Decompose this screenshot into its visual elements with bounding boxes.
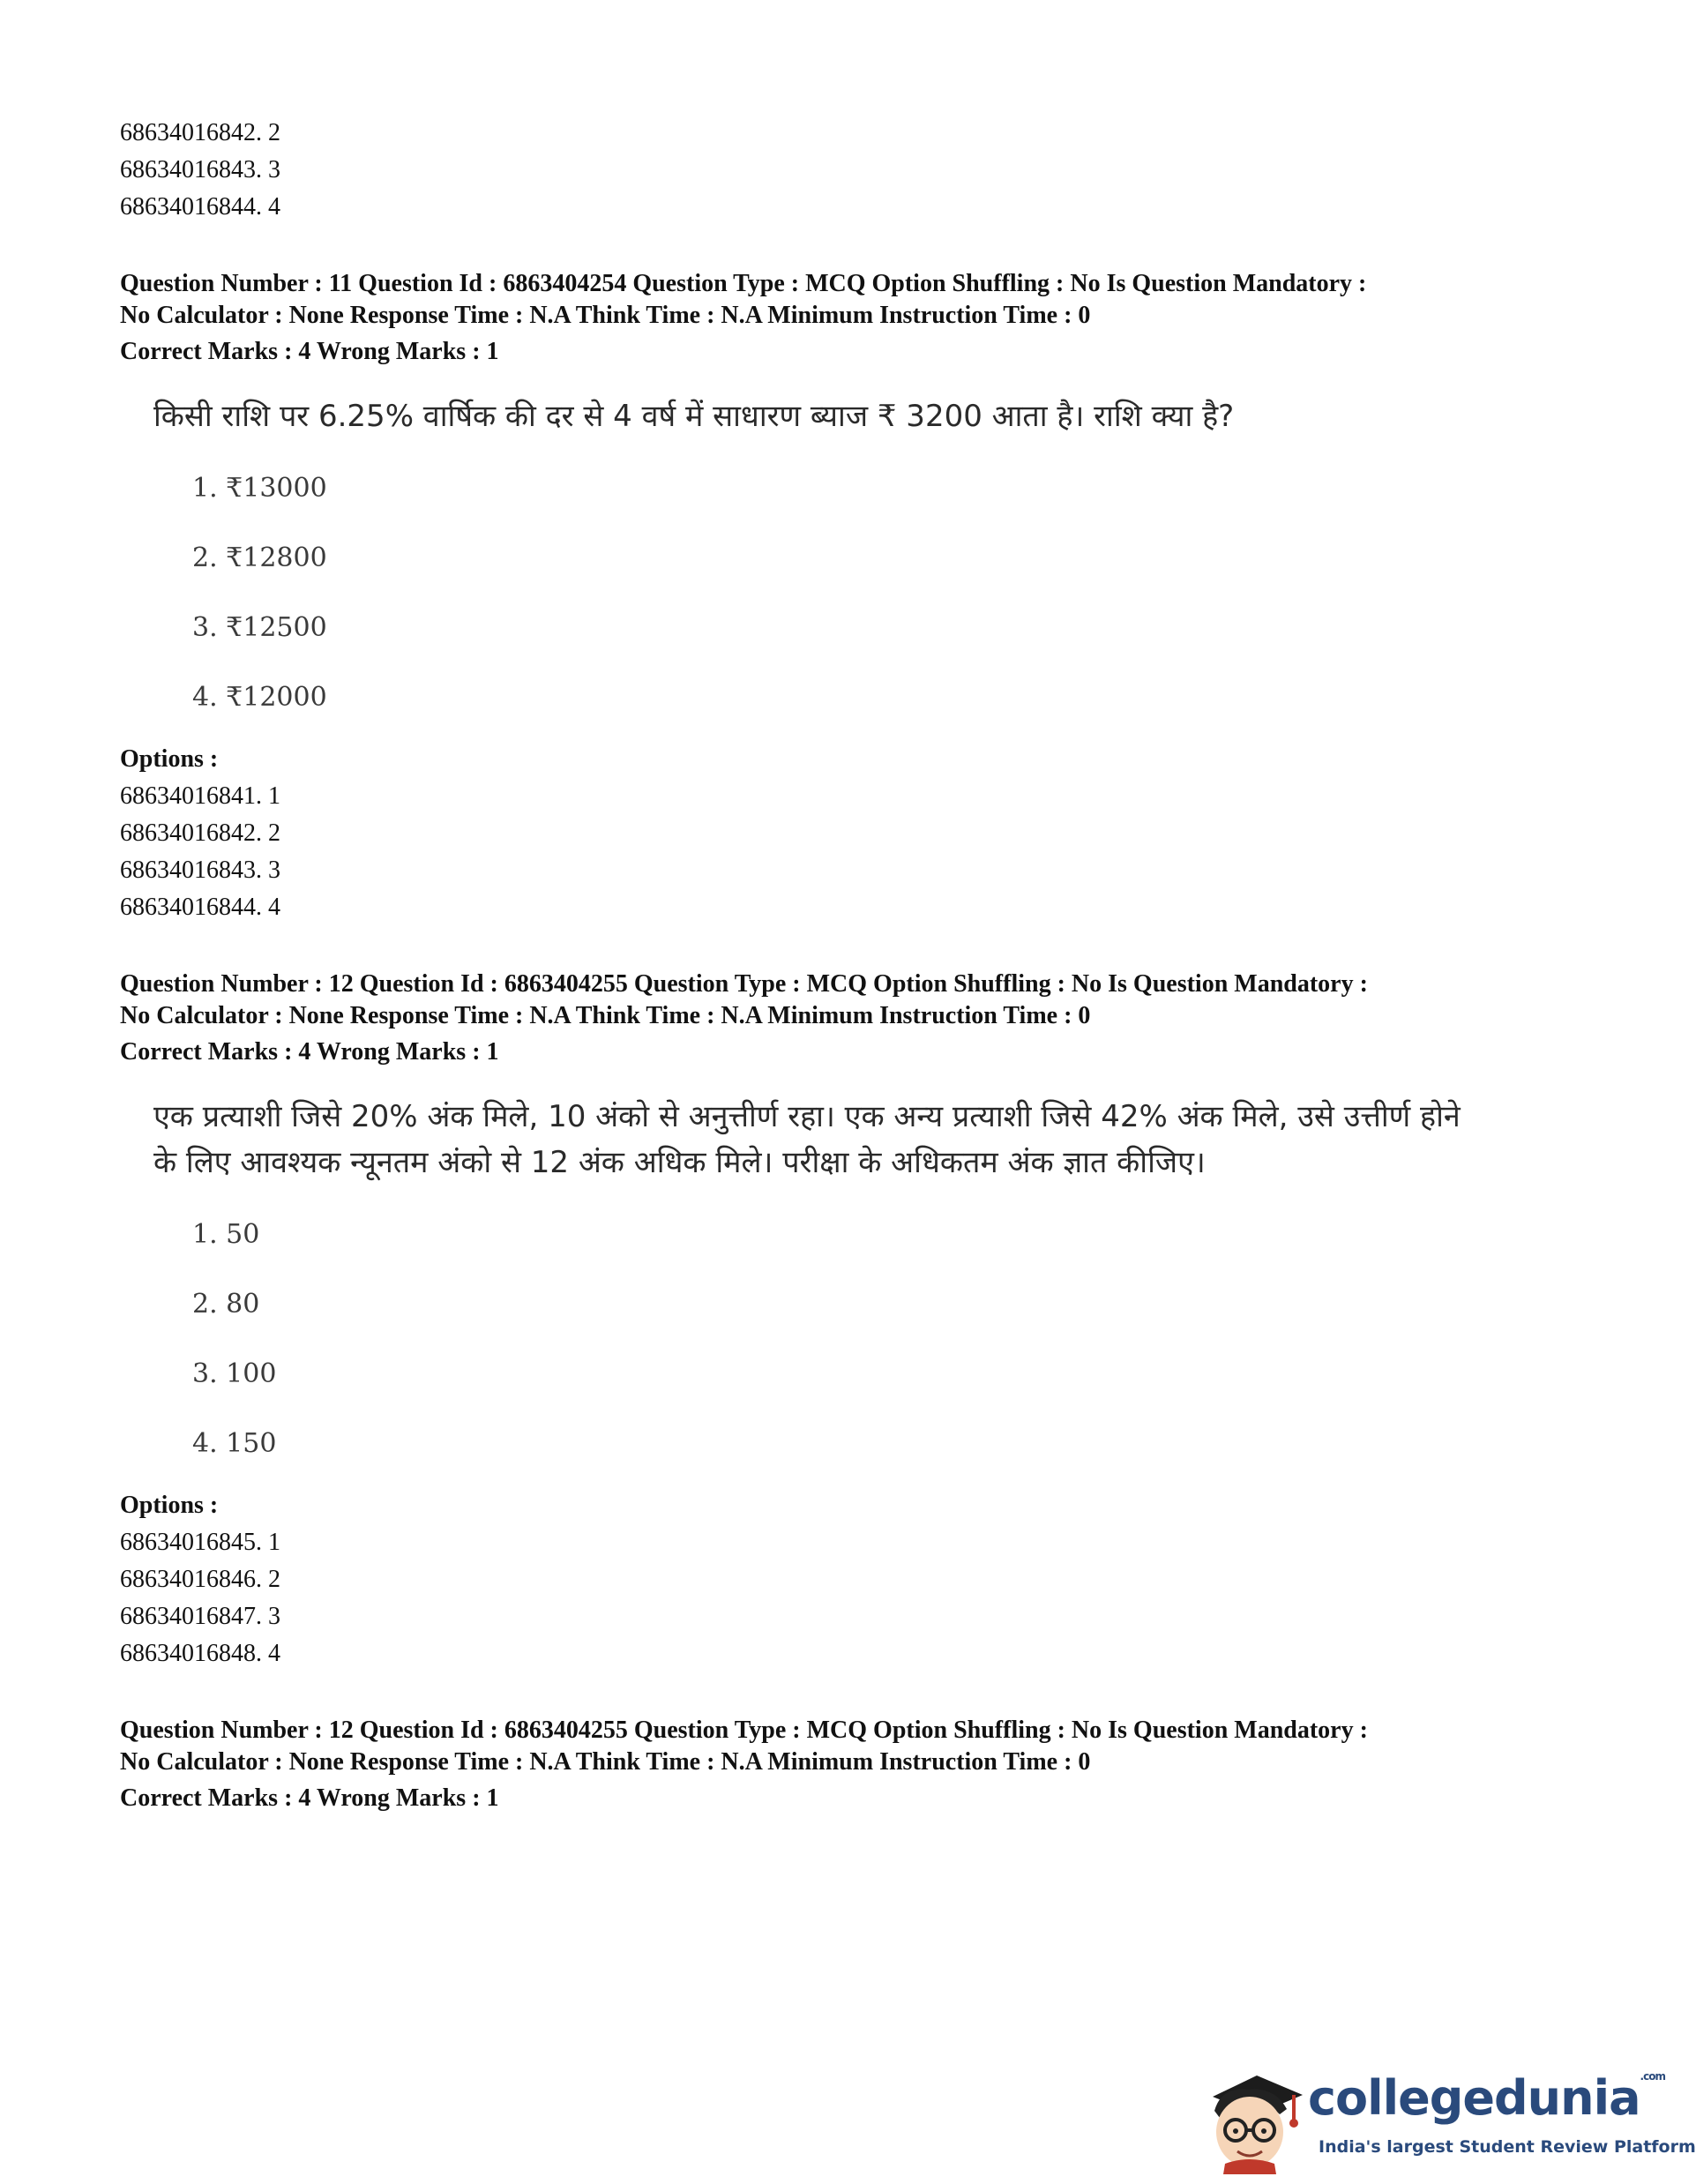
question-text: किसी राशि पर 6.25% वार्षिक की दर से 4 वर्ष में साधारण ब्याज ₹ 3200 आता है। राशि क्या है? — [153, 399, 1235, 434]
answer-choice: 3. 100 — [192, 1358, 277, 1389]
option-line: 68634016846. 2 — [120, 1566, 280, 1593]
question-marks: Correct Marks : 4 Wrong Marks : 1 — [120, 338, 499, 365]
answer-choices — [120, 457, 1513, 736]
option-line: 68634016848. 4 — [120, 1640, 280, 1667]
question-text: एक प्रत्याशी जिसे 20% अंक मिले, 10 अंको से अनुत्तीर्ण रहा। एक अन्य प्रत्याशी जिसे 42% अंक मिले, उसे उत्तीर्ण होने के लिए आवश्यक न्यूनतम अंको से 12 अंक अधिक मिले। परीक्षा के अधिकतम अंक ज्ञात कीजिए। — [153, 1099, 1461, 1180]
option-line: 68634016845. 1 — [120, 1529, 280, 1556]
answer-choice: 4. ₹12000 — [192, 682, 327, 713]
mascot-icon — [1195, 2060, 1310, 2174]
answer-choice: 2. 80 — [192, 1289, 260, 1320]
answer-choices — [120, 1203, 1513, 1482]
answer-choice: 4. 150 — [192, 1428, 277, 1459]
option-line: 68634016843. 3 — [120, 156, 280, 183]
options-heading: Options : — [120, 1492, 219, 1519]
previous-options — [120, 115, 1513, 226]
logo-wordmark: collegedunia$^{.com}$ — [1308, 2070, 1665, 2126]
question-marks: Correct Marks : 4 Wrong Marks : 1 — [120, 1784, 499, 1812]
answer-choice: 1. ₹13000 — [192, 473, 327, 504]
question-block-12 — [120, 969, 1513, 1672]
question-meta: No Calculator : None Response Time : N.A Think Time : N.A Minimum Instruction Time : 0 — [120, 1002, 1091, 1029]
options-heading: Options : — [120, 745, 219, 773]
question-block-11 — [120, 268, 1513, 926]
option-line: 68634016843. 3 — [120, 856, 280, 884]
logo-tagline: India's largest Student Review Platform — [1319, 2137, 1696, 2157]
question-meta: No Calculator : None Response Time : N.A Think Time : N.A Minimum Instruction Time : 0 — [120, 302, 1091, 329]
question-meta: Question Number : 11 Question Id : 6863404254 Question Type : MCQ Option Shuffling : No Is Question Mandatory : — [120, 270, 1367, 297]
question-block-trailing — [120, 1715, 1513, 1817]
answer-choice: 2. ₹12800 — [192, 542, 327, 573]
option-line: 68634016842. 2 — [120, 819, 280, 847]
answer-choice: 3. ₹12500 — [192, 612, 327, 643]
option-line: 68634016844. 4 — [120, 894, 280, 921]
question-meta: No Calculator : None Response Time : N.A Think Time : N.A Minimum Instruction Time : 0 — [120, 1748, 1091, 1776]
document-page — [120, 115, 1513, 1817]
option-line: 68634016847. 3 — [120, 1603, 280, 1630]
question-marks: Correct Marks : 4 Wrong Marks : 1 — [120, 1038, 499, 1066]
question-meta: Question Number : 12 Question Id : 6863404255 Question Type : MCQ Option Shuffling : No Is Question Mandatory : — [120, 1717, 1368, 1744]
answer-choice: 1. 50 — [192, 1219, 260, 1250]
option-line: 68634016841. 1 — [120, 782, 280, 810]
option-line: 68634016844. 4 — [120, 193, 280, 221]
option-line: 68634016842. 2 — [120, 119, 280, 146]
question-meta: Question Number : 12 Question Id : 6863404255 Question Type : MCQ Option Shuffling : No Is Question Mandatory : — [120, 970, 1368, 998]
collegedunia-logo — [1195, 2060, 1696, 2174]
